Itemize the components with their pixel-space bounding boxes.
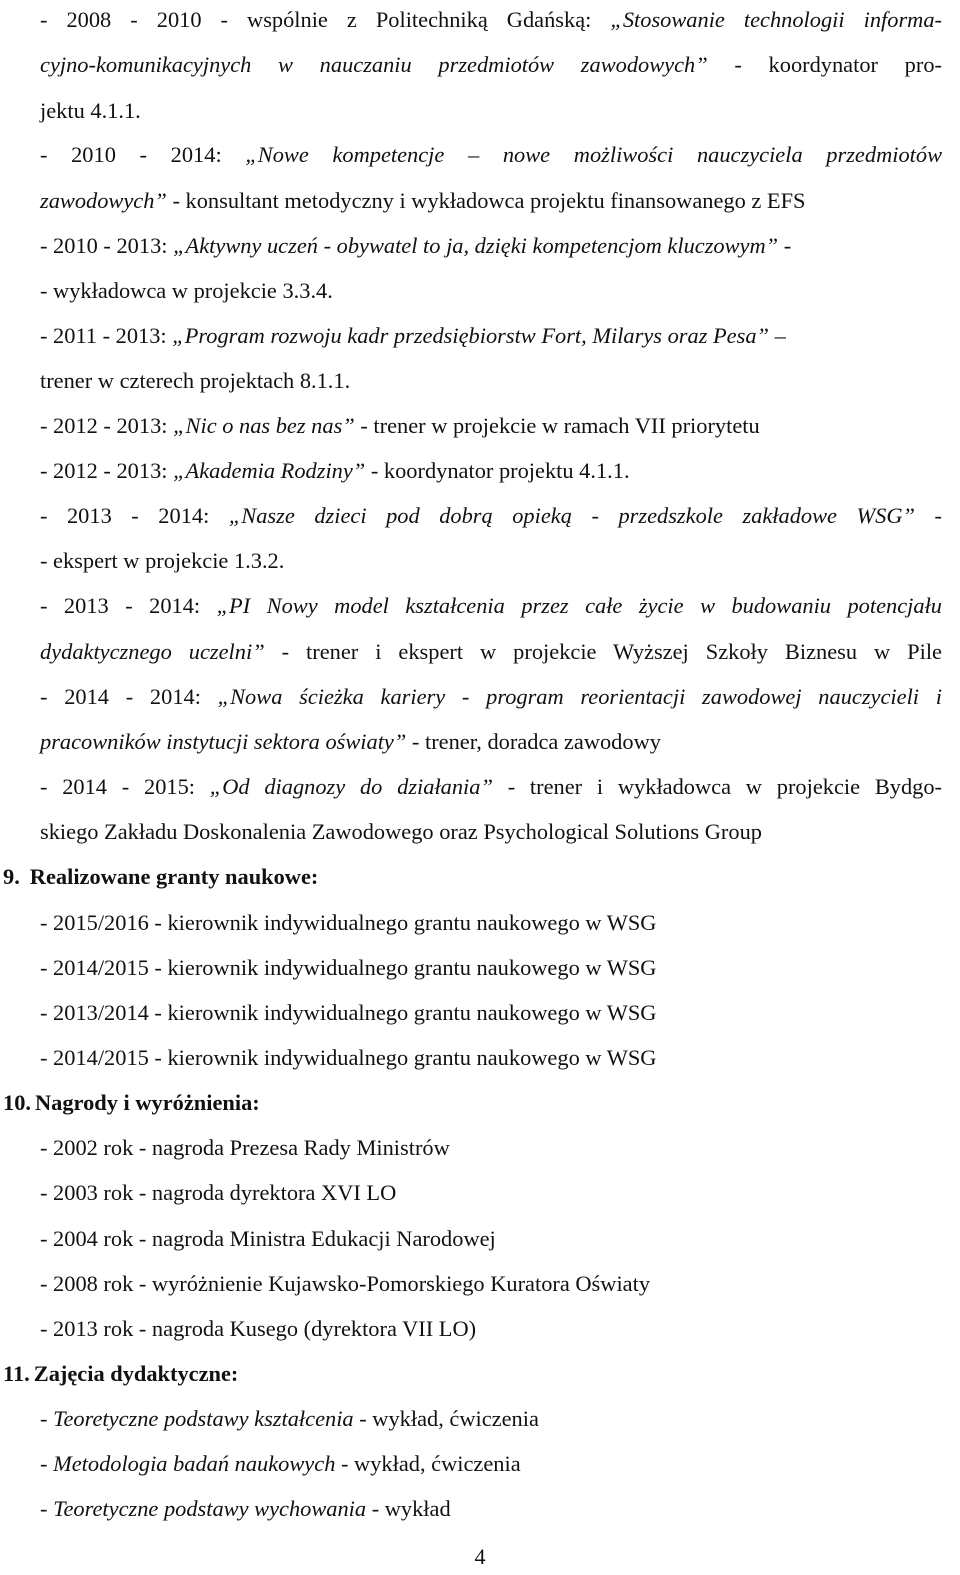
section-heading-grants: 9. Realizowane granty naukowe: xyxy=(3,864,319,889)
project-line: - 2013 - 2014: „Nasze dzieci pod dobrą opieką - przedszkole zakładowe WSG” - xyxy=(40,503,942,528)
project-line: - wykładowca w projekcie 3.3.4. xyxy=(40,278,333,303)
project-line: skiego Zakładu Doskonalenia Zawodowego oraz Psychological Solutions Group xyxy=(40,819,762,844)
project-line: - 2012 - 2013: „Nic o nas bez nas” - trener w projekcie w ramach VII priorytetu xyxy=(40,413,760,438)
grant-item: - 2015/2016 - kierownik indywidualnego grantu naukowego w WSG xyxy=(40,910,657,935)
award-item: - 2008 rok - wyróżnienie Kujawsko-Pomorskiego Kuratora Oświaty xyxy=(40,1271,651,1296)
grant-item: - 2014/2015 - kierownik indywidualnego grantu naukowego w WSG xyxy=(40,955,657,980)
award-item: - 2003 rok - nagroda dyrektora XVI LO xyxy=(40,1180,397,1205)
project-line: - 2014 - 2015: „Od diagnozy do działania” - trener i wykładowca w projekcie Bydgo- xyxy=(40,774,942,799)
course-item: - Teoretyczne podstawy kształcenia - wykład, ćwiczenia xyxy=(40,1406,539,1431)
project-line: - 2010 - 2014: „Nowe kompetencje – nowe możliwości nauczyciela przedmiotów xyxy=(40,142,942,167)
award-item: - 2004 rok - nagroda Ministra Edukacji Narodowej xyxy=(40,1226,496,1251)
course-item: - Teoretyczne podstawy wychowania - wykład xyxy=(40,1496,451,1521)
project-line: trener w czterech projektach 8.1.1. xyxy=(40,368,351,393)
section-heading-awards: 10. Nagrody i wyróżnienia: xyxy=(3,1090,260,1115)
grant-item: - 2014/2015 - kierownik indywidualnego grantu naukowego w WSG xyxy=(40,1045,657,1070)
project-line: dydaktycznego uczelni” - trener i ekspert w projekcie Wyższej Szkoły Biznesu w Pile xyxy=(40,639,942,664)
project-line: - 2011 - 2013: „Program rozwoju kadr przedsiębiorstw Fort, Milarys oraz Pesa” – xyxy=(40,323,786,348)
project-line: - 2012 - 2013: „Akademia Rodziny” - koordynator projektu 4.1.1. xyxy=(40,458,630,483)
course-item: - Metodologia badań naukowych - wykład, ćwiczenia xyxy=(40,1451,521,1476)
project-line: zawodowych” - konsultant metodyczny i wykładowca projektu finansowanego z EFS xyxy=(40,188,806,213)
project-line: cyjno-komunikacyjnych w nauczaniu przedmiotów zawodowych” - koordynator pro- xyxy=(40,52,942,77)
project-line: - 2013 - 2014: „PI Nowy model kształcenia przez całe życie w budowaniu potencjału xyxy=(40,593,942,618)
project-line: - 2010 - 2013: „Aktywny uczeń - obywatel to ja, dzięki kompetencjom kluczowym” - xyxy=(40,233,792,258)
award-item: - 2002 rok - nagroda Prezesa Rady Ministrów xyxy=(40,1135,450,1160)
project-line: - 2008 - 2010 - wspólnie z Politechniką Gdańską: „Stosowanie technologii informa- xyxy=(40,7,942,32)
grant-item: - 2013/2014 - kierownik indywidualnego grantu naukowego w WSG xyxy=(40,1000,657,1025)
project-line: - 2014 - 2014: „Nowa ścieżka kariery - program reorientacji zawodowej nauczycieli i xyxy=(40,684,942,709)
section-heading-teaching: 11. Zajęcia dydaktyczne: xyxy=(3,1361,239,1386)
project-line: - ekspert w projekcie 1.3.2. xyxy=(40,548,285,573)
award-item: - 2013 rok - nagroda Kusego (dyrektora VII LO) xyxy=(40,1316,477,1341)
project-line: jektu 4.1.1. xyxy=(40,98,141,123)
page-number: 4 xyxy=(474,1544,486,1569)
project-line: pracowników instytucji sektora oświaty” - trener, doradca zawodowy xyxy=(40,729,661,754)
